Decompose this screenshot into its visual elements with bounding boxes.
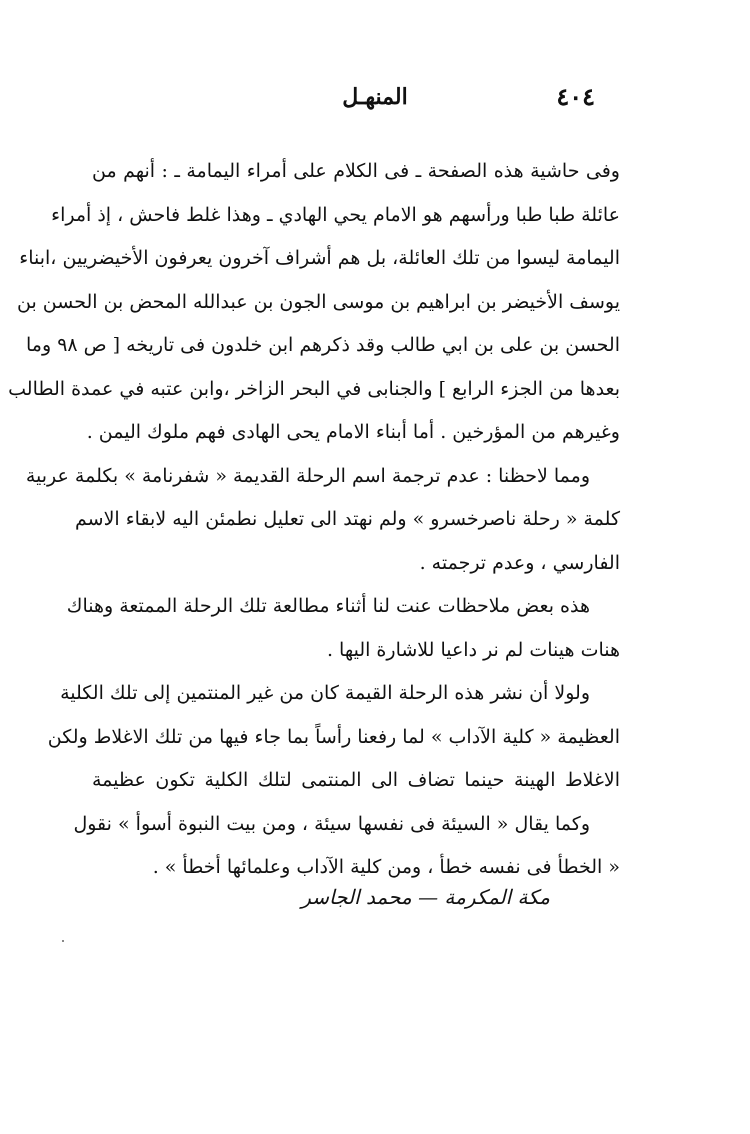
text-line: ولولا أن نشر هذه الرحلة القيمة كان من غير المنتمين إلى تلك الكلية [60, 682, 590, 704]
text-line: هذه بعض ملاحظات عنت لنا أثناء مطالعة تلك الرحلة الممتعة وهناك [66, 595, 590, 617]
text-line: وكما يقال « السيئة فى نفسها سيئة ، ومن بيت النبوة أسوأ » نقول [73, 812, 590, 835]
text-line: ومما لاحظنا : عدم ترجمة اسم الرحلة القديمة « شفرنامة » بكلمة عربية [25, 464, 590, 487]
text-line: الفارسي ، وعدم ترجمته . [419, 551, 620, 574]
page-number: ٤٠٤ [556, 82, 595, 111]
text-line: كلمة « رحلة ناصرخسرو » ولم نهتد الى تعليل نطمئن اليه لابقاء الاسم [75, 508, 620, 530]
text-line: اليمامة ليسوا من تلك العائلة، بل هم أشراف آخرون يعرفون الأخيضريين ،ابناء [19, 247, 620, 269]
running-title: المنهـل [342, 84, 408, 110]
scan-speck [62, 940, 64, 942]
author-signature: مكة المكرمة — محمد الجاسر [301, 885, 550, 909]
text-line: وفى حاشية هذه الصفحة ـ فى الكلام على أمراء اليمامة ـ : أنهم من [92, 160, 620, 182]
text-line: وغيرهم من المؤرخين . أما أبناء الامام يحى الهادى فهم ملوك اليمن . [86, 421, 620, 443]
text-line: هنات هينات لم نر داعيا للاشارة اليها . [326, 638, 620, 661]
text-line: « الخطأ فى نفسه خطأ ، ومن كلية الآداب وعلمائها أخطأ » . [152, 856, 620, 878]
text-line: الاغلاط الهينة حينما تضاف الى المنتمى لتلك الكلية تكون عظيمة [92, 769, 620, 791]
text-line: العظيمة « كلية الآداب » لما رفعنا رأساً بما جاء فيها من تلك الاغلاط ولكن [47, 725, 620, 748]
text-line: عائلة طبا طبا ورأسهم هو الامام يحي الهادي ـ وهذا غلط فاحش ، إذ أمراء [51, 203, 620, 226]
text-line: يوسف الأخيضر بن ابراهيم بن موسى الجون بن عبدالله المحض بن الحسن بن [17, 290, 620, 313]
page-header [200, 82, 595, 122]
text-line: الحسن بن على بن ابي طالب وقد ذكرهم ابن خلدون فى تاريخه [ ص ٩٨ وما [26, 334, 620, 356]
article-body [8, 150, 620, 890]
text-line: بعدها من الجزء الرابع ] والجنابى في البحر الزاخر ،وابن عتبه في عمدة الطالب [8, 377, 620, 400]
